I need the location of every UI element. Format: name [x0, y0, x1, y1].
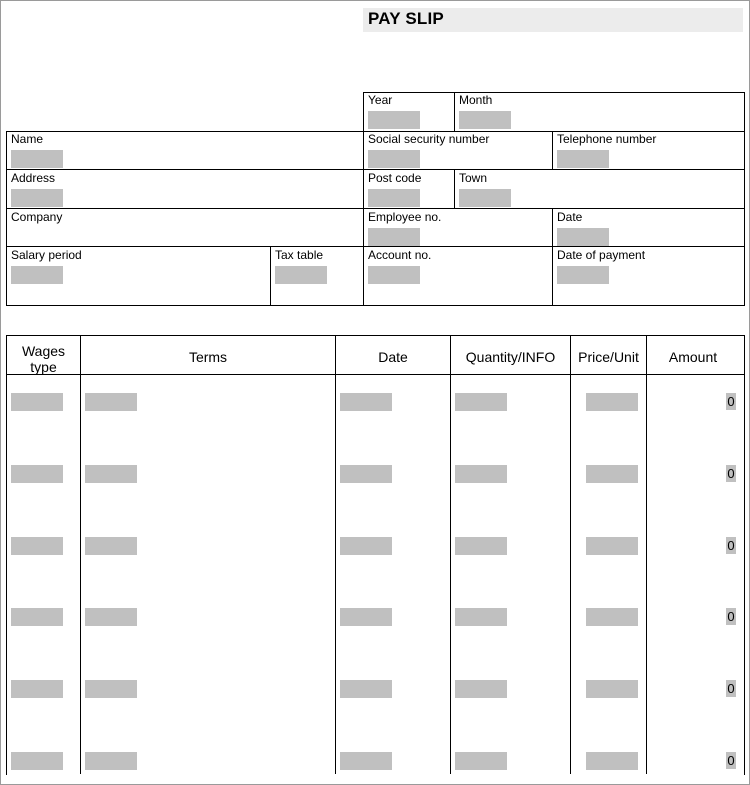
date-of-payment-label: Date of payment [557, 248, 646, 262]
employee-no-label: Employee no. [368, 210, 442, 224]
price-field[interactable] [586, 680, 638, 698]
wages-type-field[interactable] [11, 537, 63, 555]
col-divider [454, 169, 455, 208]
col-header-wages-type-line1: Wages [21, 343, 66, 359]
post-code-field[interactable] [368, 189, 420, 207]
quantity-field[interactable] [455, 752, 507, 770]
name-field[interactable] [11, 150, 63, 168]
telephone-label: Telephone number [557, 132, 657, 146]
table-col-divider [335, 335, 336, 774]
col-header-date: Date [378, 349, 408, 365]
date-label: Date [557, 210, 583, 224]
town-field[interactable] [459, 189, 511, 207]
amount-value: 0 [727, 681, 735, 696]
amount-value: 0 [727, 466, 735, 481]
quantity-field[interactable] [455, 680, 507, 698]
employee-no-field[interactable] [368, 228, 420, 246]
ssn-field[interactable] [368, 150, 420, 168]
col-divider [552, 131, 553, 169]
address-label: Address [11, 171, 56, 185]
price-field[interactable] [586, 465, 638, 483]
wages-type-field[interactable] [11, 608, 63, 626]
account-no-field[interactable] [368, 266, 420, 284]
address-field[interactable] [11, 189, 63, 207]
tax-table-field[interactable] [275, 266, 327, 284]
amount-value: 0 [727, 538, 735, 553]
wages-type-field[interactable] [11, 393, 63, 411]
amount-value: 0 [727, 753, 735, 768]
month-field[interactable] [459, 111, 511, 129]
col-header-price-unit: Price/Unit [578, 349, 639, 365]
name-label: Name [11, 132, 44, 146]
date-of-payment-field[interactable] [557, 266, 609, 284]
price-field[interactable] [586, 752, 638, 770]
quantity-field[interactable] [455, 608, 507, 626]
wages-type-field[interactable] [11, 752, 63, 770]
row-divider [6, 246, 745, 247]
month-label: Month [459, 93, 493, 107]
amount-value: 0 [727, 394, 735, 409]
col-divider [270, 246, 271, 306]
date-field[interactable] [340, 608, 392, 626]
salary-period-field[interactable] [11, 266, 63, 284]
page-title: PAY SLIP [368, 9, 444, 28]
quantity-field[interactable] [455, 465, 507, 483]
row-divider [6, 169, 745, 170]
year-label: Year [368, 93, 393, 107]
price-field[interactable] [586, 537, 638, 555]
terms-field[interactable] [85, 680, 137, 698]
table-header-divider [6, 374, 745, 375]
date-field[interactable] [340, 537, 392, 555]
col-header-terms: Terms [188, 349, 228, 365]
col-header-quantity-info: Quantity/INFO [465, 349, 556, 365]
table-col-divider [646, 335, 647, 774]
terms-field[interactable] [85, 608, 137, 626]
col-divider [363, 131, 364, 306]
col-header-wages-type-line2: type [30, 359, 57, 375]
salary-period-label: Salary period [11, 248, 82, 262]
table-col-divider [80, 335, 81, 774]
town-label: Town [459, 171, 488, 185]
price-field[interactable] [586, 393, 638, 411]
telephone-field[interactable] [557, 150, 609, 168]
ssn-label: Social security number [368, 132, 490, 146]
terms-field[interactable] [85, 393, 137, 411]
terms-field[interactable] [85, 465, 137, 483]
quantity-field[interactable] [455, 393, 507, 411]
table-col-divider [450, 335, 451, 774]
date-field[interactable] [340, 465, 392, 483]
wages-type-field[interactable] [11, 680, 63, 698]
post-code-label: Post code [368, 171, 422, 185]
date-field[interactable] [340, 393, 392, 411]
quantity-field[interactable] [455, 537, 507, 555]
tax-table-label: Tax table [275, 248, 324, 262]
terms-field[interactable] [85, 752, 137, 770]
terms-field[interactable] [85, 537, 137, 555]
account-no-label: Account no. [368, 248, 432, 262]
date-field[interactable] [557, 228, 609, 246]
amount-value: 0 [727, 609, 735, 624]
col-header-amount: Amount [668, 349, 718, 365]
date-field[interactable] [340, 680, 392, 698]
table-col-divider [570, 335, 571, 774]
date-field[interactable] [340, 752, 392, 770]
price-field[interactable] [586, 608, 638, 626]
col-divider [552, 208, 553, 306]
wages-type-field[interactable] [11, 465, 63, 483]
year-field[interactable] [368, 111, 420, 129]
col-header-wages-type [7, 343, 80, 375]
row-divider [6, 208, 745, 209]
company-label: Company [11, 210, 63, 224]
